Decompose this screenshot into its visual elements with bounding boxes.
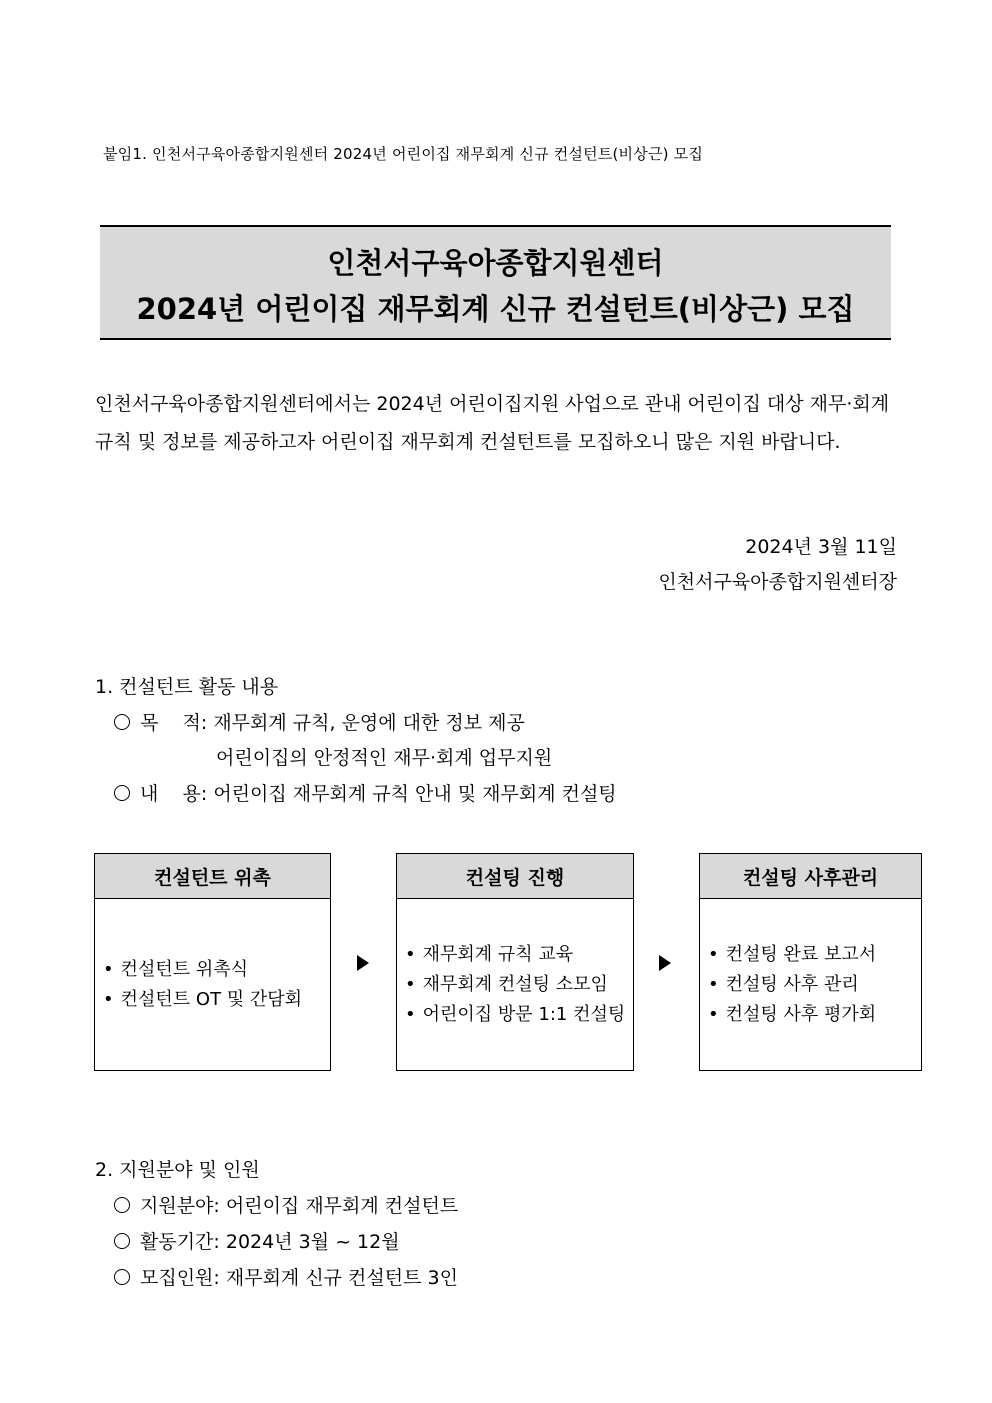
purpose-line-1: 재무회계 규칙, 운영에 대한 정보 제공 [213, 712, 525, 734]
issuer: 인천서구육아종합지원센터장 [658, 571, 897, 593]
intro-line-2: 규칙 및 정보를 제공하고자 어린이집 재무회계 컨설턴트를 모집하오니 많은 지원 바랍니다. [95, 431, 841, 453]
purpose-line-2: 어린이집의 안정적인 재무·회계 업무지원 [216, 747, 553, 769]
period-text: 활동기간: 2024년 3월 ~ 12월 [140, 1231, 400, 1253]
intro-line-1: 인천서구육아종합지원센터에서는 2024년 어린이집지원 사업으로 관내 어린이집 대상 재무·회계 [95, 393, 890, 415]
flow-arrow-icon [659, 955, 671, 971]
flow-item: • 재무회계 규칙 교육 [405, 940, 633, 970]
purpose-row [114, 708, 525, 735]
title-line-2: 2024년 어린이집 재무회계 신규 컨설턴트(비상근) 모집 [136, 292, 855, 326]
circle-bullet-icon [114, 1197, 130, 1213]
section-1-heading: 1. 컨설턴트 활동 내용 [95, 676, 279, 698]
flow-item: • 어린이집 방문 1:1 컨설팅 [405, 1000, 633, 1030]
period-row [114, 1227, 400, 1254]
flow-box-header: 컨설팅 진행 [397, 854, 633, 899]
flow-item: • 컨설팅 사후 평가회 [708, 1000, 921, 1030]
circle-bullet-icon [114, 714, 130, 730]
flow-item: • 컨설팅 사후 관리 [708, 970, 921, 1000]
section-2-heading: 2. 지원분야 및 인원 [95, 1159, 260, 1181]
field-row [114, 1191, 458, 1218]
circle-bullet-icon [114, 1233, 130, 1249]
title-line-1: 인천서구육아종합지원센터 [327, 246, 664, 280]
flow-box-header: 컨설턴트 위촉 [95, 854, 330, 899]
circle-bullet-icon [114, 1269, 130, 1285]
flow-item: • 재무회계 컨설팅 소모임 [405, 970, 633, 1000]
flow-box-body [95, 899, 330, 1070]
flow-item: • 컨설턴트 OT 및 간담회 [103, 985, 330, 1015]
purpose-label: 목 적: [140, 712, 208, 734]
flow-box-header: 컨설팅 사후관리 [700, 854, 921, 899]
content-row [114, 779, 617, 806]
content-label: 내 용: [140, 783, 208, 805]
title-box [100, 225, 891, 340]
field-text: 지원분야: 어린이집 재무회계 컨설턴트 [140, 1195, 459, 1217]
attachment-line: 붙임1. 인천서구육아종합지원센터 2024년 어린이집 재무회계 신규 컨설턴트(비상근) 모집 [103, 145, 704, 163]
flow-box-body [397, 899, 633, 1070]
flow-box-appointment [94, 853, 331, 1071]
count-text: 모집인원: 재무회계 신규 컨설턴트 3인 [140, 1267, 458, 1289]
flow-item: • 컨설팅 완료 보고서 [708, 940, 921, 970]
flow-box-followup [699, 853, 922, 1071]
flow-item: • 컨설턴트 위촉식 [103, 955, 330, 985]
count-row [114, 1263, 458, 1290]
flow-arrow-icon [357, 955, 369, 971]
content-text: 어린이집 재무회계 규칙 안내 및 재무회계 컨설팅 [213, 783, 617, 805]
circle-bullet-icon [114, 785, 130, 801]
flow-box-body [700, 899, 921, 1070]
date: 2024년 3월 11일 [745, 536, 897, 558]
flow-box-progress [396, 853, 634, 1071]
